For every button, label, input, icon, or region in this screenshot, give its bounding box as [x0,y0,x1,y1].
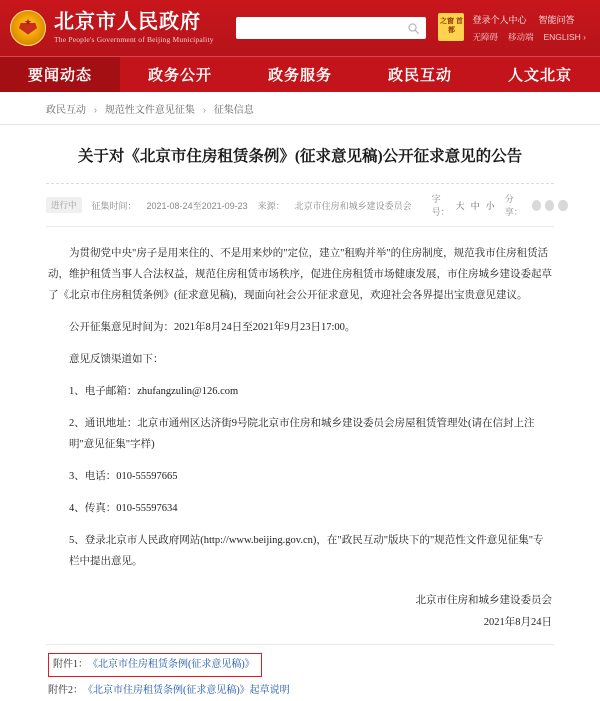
page-title: 关于对《北京市住房租赁条例》(征求意见稿)公开征求意见的公告 [77,148,523,165]
attachment-2-link[interactable]: 《北京市住房租赁条例(征求意见稿)》起草说明 [83,685,290,696]
attachment-2[interactable] [48,681,552,701]
capital-window-badge[interactable]: 之窗 首都 [438,13,464,41]
font-size-medium[interactable]: 中 [470,200,480,211]
share-label: 分享： [504,194,523,217]
list-item: 2、通讯地址：北京市通州区达济街9号院北京市住房和城乡建设委员会房屋租赁管理处(请在信封上注明"意见征集"字样) [69,418,535,450]
paragraph-1: 为贯彻党中央"房子是用来住的、不是用来炒的"定位，建立"租购并举"的住房制度，规范我市住房租赁活动，维护租赁当事人合法权益，规范住房租赁市场秩序，促进住房租赁市场健康发展，市住房城乡建设委起草了《北京市住房租赁条例》(征求意见稿)，现面向社会公开征求意见，欢迎社会各界提出宝贵意见建议。 [48,248,552,301]
list-item: 4、传真：010-55597634 [69,503,178,514]
site-brand[interactable] [54,11,214,45]
share-control [505,192,568,218]
list-item: 5、登录北京市人民政府网站(http://www.beijing.gov.cn)，在"政民互动"版块下的"规范性文件意见征集"专栏中提出意见。 [69,535,544,567]
signature-block [48,590,552,634]
document-content [46,227,554,644]
nav-item-culture-beijing[interactable]: 人文北京 [507,68,572,84]
search-box[interactable] [236,17,426,39]
english-link[interactable]: ENGLISH › [543,31,586,42]
source-label: 来源： [257,200,285,211]
signature-org: 北京市住房和城乡建设委员会 [415,595,552,606]
signature-date: 2021年8月24日 [483,617,552,628]
breadcrumb-separator-2: › [202,105,207,116]
breadcrumb-item-2[interactable]: 规范性文件意见征集 [104,105,195,116]
main-nav [0,56,600,92]
status-badge: 进行中 [46,197,82,213]
breadcrumb [0,92,600,125]
document-area [0,125,600,644]
beijing-government-emblem-icon [10,10,46,46]
document-meta [46,183,554,227]
list-item: 1、电子邮箱：zhufangzulin@126.com [69,386,239,397]
font-size-control [432,192,495,218]
font-size-large[interactable]: 大 [455,200,465,211]
collect-time-label: 征集时间： [91,200,137,211]
attachment-1[interactable] [48,653,262,677]
nav-item-public-interaction[interactable]: 政民互动 [387,68,452,84]
share-qq-icon[interactable] [558,200,567,211]
breadcrumb-separator-1: › [93,105,98,116]
site-title-cn: 北京市人民政府 [54,11,201,33]
paragraph-3: 意见反馈渠道如下： [69,354,164,365]
search-icon[interactable] [407,22,420,35]
attachment-2-label: 附件2： [48,685,83,696]
share-weixin-icon[interactable] [532,200,541,211]
nav-item-news[interactable]: 要闻动态 [0,57,120,92]
mobile-link[interactable]: 移动端 [507,31,534,42]
list-item: 3、电话：010-55597665 [69,471,178,482]
source-value: 北京市住房和城乡建设委员会 [294,200,412,211]
attachment-1-link[interactable]: 《北京市住房租赁条例(征求意见稿)》 [88,659,255,670]
site-header [0,0,600,56]
share-weibo-icon[interactable] [545,200,554,211]
paragraph-2: 公开征集意见时间为：2021年8月24日至2021年9月23日17:00。 [69,322,356,333]
collect-time-value: 2021-08-24至2021-09-23 [146,200,248,211]
nav-item-government-services[interactable]: 政务服务 [267,68,332,84]
header-links [472,13,586,44]
accessibility-link[interactable]: 无障碍 [472,31,498,42]
smart-qa-link[interactable]: 智能问答 [538,14,575,25]
login-link[interactable]: 登录个人中心 [472,14,527,25]
font-size-small[interactable]: 小 [485,200,495,211]
attachments-area [0,645,600,701]
nav-item-government-affairs[interactable]: 政务公开 [147,68,212,84]
font-size-label: 字号： [431,194,450,217]
emblem-star-icon: ★ [23,17,33,28]
site-title-en: The People's Government of Beijing Municipality [54,35,214,44]
attachment-1-label: 附件1： [53,659,88,670]
search-input[interactable] [242,21,407,35]
header-right-area [438,13,590,44]
breadcrumb-item-1[interactable]: 政民互动 [46,105,86,116]
breadcrumb-item-3[interactable]: 征集信息 [213,105,254,116]
